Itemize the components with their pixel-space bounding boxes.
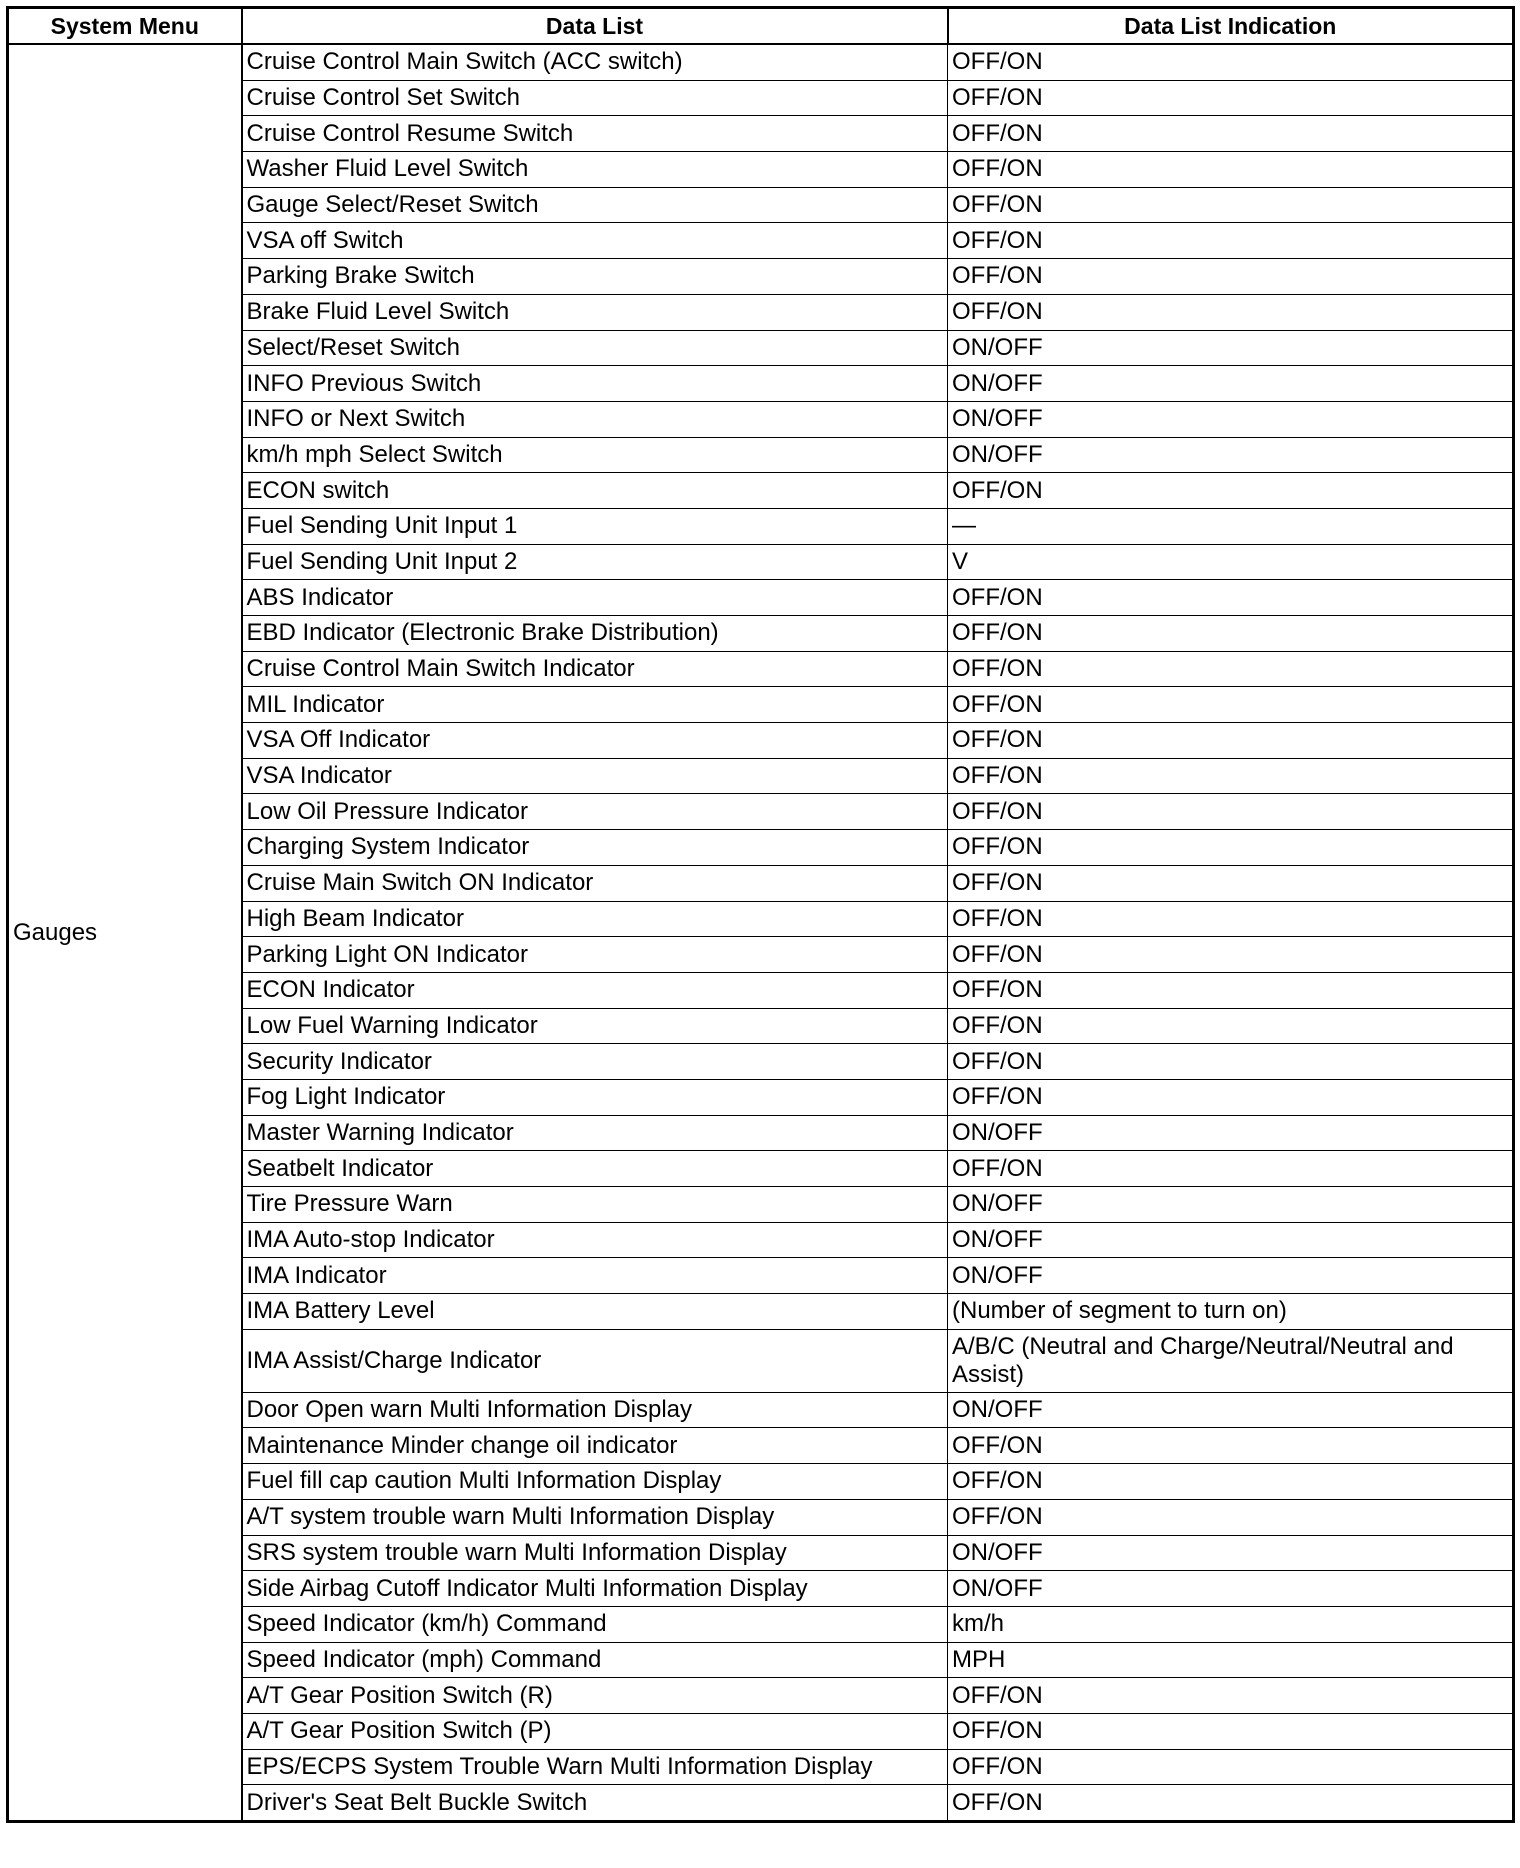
data-list-item: Cruise Main Switch ON Indicator	[242, 865, 948, 901]
data-list-item: INFO or Next Switch	[242, 401, 948, 437]
data-list-indication: km/h	[948, 1606, 1514, 1642]
data-list-item: VSA off Switch	[242, 223, 948, 259]
data-list-indication: OFF/ON	[948, 758, 1514, 794]
data-list-item: Low Fuel Warning Indicator	[242, 1008, 948, 1044]
data-list-item: Parking Brake Switch	[242, 259, 948, 295]
system-menu-cell: Gauges	[8, 44, 242, 1822]
data-list-indication: OFF/ON	[948, 294, 1514, 330]
table-row	[8, 44, 1514, 80]
data-list-indication: OFF/ON	[948, 1499, 1514, 1535]
data-list-sheet	[6, 6, 1512, 1823]
data-list-item: Speed Indicator (mph) Command	[242, 1642, 948, 1678]
data-list-indication: MPH	[948, 1642, 1514, 1678]
data-list-table	[6, 6, 1515, 1823]
data-list-item: High Beam Indicator	[242, 901, 948, 937]
data-list-indication: ON/OFF	[948, 1115, 1514, 1151]
data-list-indication: ON/OFF	[948, 401, 1514, 437]
data-list-item: EBD Indicator (Electronic Brake Distribution)	[242, 616, 948, 652]
data-list-item: Maintenance Minder change oil indicator	[242, 1428, 948, 1464]
data-list-item: VSA Indicator	[242, 758, 948, 794]
data-list-indication: ON/OFF	[948, 1535, 1514, 1571]
data-list-item: Parking Light ON Indicator	[242, 937, 948, 973]
data-list-indication: OFF/ON	[948, 473, 1514, 509]
data-list-item: EPS/ECPS System Trouble Warn Multi Information Display	[242, 1749, 948, 1785]
data-list-indication: OFF/ON	[948, 1464, 1514, 1500]
data-list-indication: OFF/ON	[948, 723, 1514, 759]
data-list-item: A/T Gear Position Switch (R)	[242, 1678, 948, 1714]
data-list-indication: ON/OFF	[948, 1392, 1514, 1428]
data-list-item: Door Open warn Multi Information Display	[242, 1392, 948, 1428]
data-list-indication: ON/OFF	[948, 1222, 1514, 1258]
data-list-item: Washer Fluid Level Switch	[242, 152, 948, 188]
data-list-item: Select/Reset Switch	[242, 330, 948, 366]
header-data-list: Data List	[242, 8, 948, 45]
data-list-indication: ON/OFF	[948, 1571, 1514, 1607]
data-list-item: Brake Fluid Level Switch	[242, 294, 948, 330]
data-list-indication: ON/OFF	[948, 437, 1514, 473]
data-list-indication: ON/OFF	[948, 366, 1514, 402]
data-list-indication: A/B/C (Neutral and Charge/Neutral/Neutral and Assist)	[948, 1329, 1514, 1392]
data-list-indication: OFF/ON	[948, 901, 1514, 937]
data-list-indication: OFF/ON	[948, 152, 1514, 188]
data-list-item: Fuel fill cap caution Multi Information Display	[242, 1464, 948, 1500]
data-list-item: Charging System Indicator	[242, 830, 948, 866]
data-list-indication: —	[948, 508, 1514, 544]
data-list-indication: OFF/ON	[948, 972, 1514, 1008]
data-list-item: ECON Indicator	[242, 972, 948, 1008]
header-data-list-indication: Data List Indication	[948, 8, 1514, 45]
data-list-item: IMA Indicator	[242, 1258, 948, 1294]
data-list-indication: OFF/ON	[948, 1151, 1514, 1187]
data-list-item: SRS system trouble warn Multi Information Display	[242, 1535, 948, 1571]
data-list-indication: OFF/ON	[948, 865, 1514, 901]
data-list-indication: OFF/ON	[948, 687, 1514, 723]
data-list-indication: OFF/ON	[948, 116, 1514, 152]
header-row	[8, 8, 1514, 45]
data-list-item: Cruise Control Set Switch	[242, 80, 948, 116]
data-list-item: Fog Light Indicator	[242, 1079, 948, 1115]
data-list-indication: OFF/ON	[948, 187, 1514, 223]
data-list-item: IMA Assist/Charge Indicator	[242, 1329, 948, 1392]
data-list-indication: OFF/ON	[948, 1079, 1514, 1115]
data-list-item: INFO Previous Switch	[242, 366, 948, 402]
data-list-item: A/T system trouble warn Multi Information Display	[242, 1499, 948, 1535]
data-list-item: Side Airbag Cutoff Indicator Multi Information Display	[242, 1571, 948, 1607]
data-list-item: Driver's Seat Belt Buckle Switch	[242, 1785, 948, 1822]
data-list-indication: OFF/ON	[948, 651, 1514, 687]
data-list-indication: OFF/ON	[948, 794, 1514, 830]
data-list-item: Cruise Control Main Switch (ACC switch)	[242, 44, 948, 80]
data-list-item: Speed Indicator (km/h) Command	[242, 1606, 948, 1642]
data-list-indication: ON/OFF	[948, 330, 1514, 366]
data-list-indication: OFF/ON	[948, 937, 1514, 973]
data-list-item: IMA Battery Level	[242, 1294, 948, 1330]
data-list-indication: OFF/ON	[948, 44, 1514, 80]
data-list-indication: ON/OFF	[948, 1258, 1514, 1294]
data-list-indication: OFF/ON	[948, 1678, 1514, 1714]
table-body	[8, 44, 1514, 1822]
data-list-item: Fuel Sending Unit Input 2	[242, 544, 948, 580]
data-list-indication: OFF/ON	[948, 259, 1514, 295]
data-list-indication: OFF/ON	[948, 1713, 1514, 1749]
data-list-item: km/h mph Select Switch	[242, 437, 948, 473]
data-list-indication: OFF/ON	[948, 1428, 1514, 1464]
data-list-indication: (Number of segment to turn on)	[948, 1294, 1514, 1330]
data-list-item: Cruise Control Main Switch Indicator	[242, 651, 948, 687]
data-list-item: Fuel Sending Unit Input 1	[242, 508, 948, 544]
data-list-indication: OFF/ON	[948, 1749, 1514, 1785]
data-list-item: Low Oil Pressure Indicator	[242, 794, 948, 830]
data-list-item: ABS Indicator	[242, 580, 948, 616]
data-list-item: ECON switch	[242, 473, 948, 509]
data-list-item: VSA Off Indicator	[242, 723, 948, 759]
data-list-item: Security Indicator	[242, 1044, 948, 1080]
data-list-indication: OFF/ON	[948, 616, 1514, 652]
data-list-item: Cruise Control Resume Switch	[242, 116, 948, 152]
header-system-menu: System Menu	[8, 8, 242, 45]
data-list-item: Tire Pressure Warn	[242, 1187, 948, 1223]
data-list-indication: V	[948, 544, 1514, 580]
data-list-item: A/T Gear Position Switch (P)	[242, 1713, 948, 1749]
data-list-indication: OFF/ON	[948, 1044, 1514, 1080]
data-list-indication: OFF/ON	[948, 580, 1514, 616]
data-list-item: MIL Indicator	[242, 687, 948, 723]
data-list-indication: OFF/ON	[948, 80, 1514, 116]
data-list-item: Seatbelt Indicator	[242, 1151, 948, 1187]
data-list-item: Gauge Select/Reset Switch	[242, 187, 948, 223]
data-list-indication: OFF/ON	[948, 1008, 1514, 1044]
data-list-indication: OFF/ON	[948, 1785, 1514, 1822]
data-list-indication: ON/OFF	[948, 1187, 1514, 1223]
data-list-indication: OFF/ON	[948, 223, 1514, 259]
data-list-indication: OFF/ON	[948, 830, 1514, 866]
data-list-item: Master Warning Indicator	[242, 1115, 948, 1151]
data-list-item: IMA Auto-stop Indicator	[242, 1222, 948, 1258]
